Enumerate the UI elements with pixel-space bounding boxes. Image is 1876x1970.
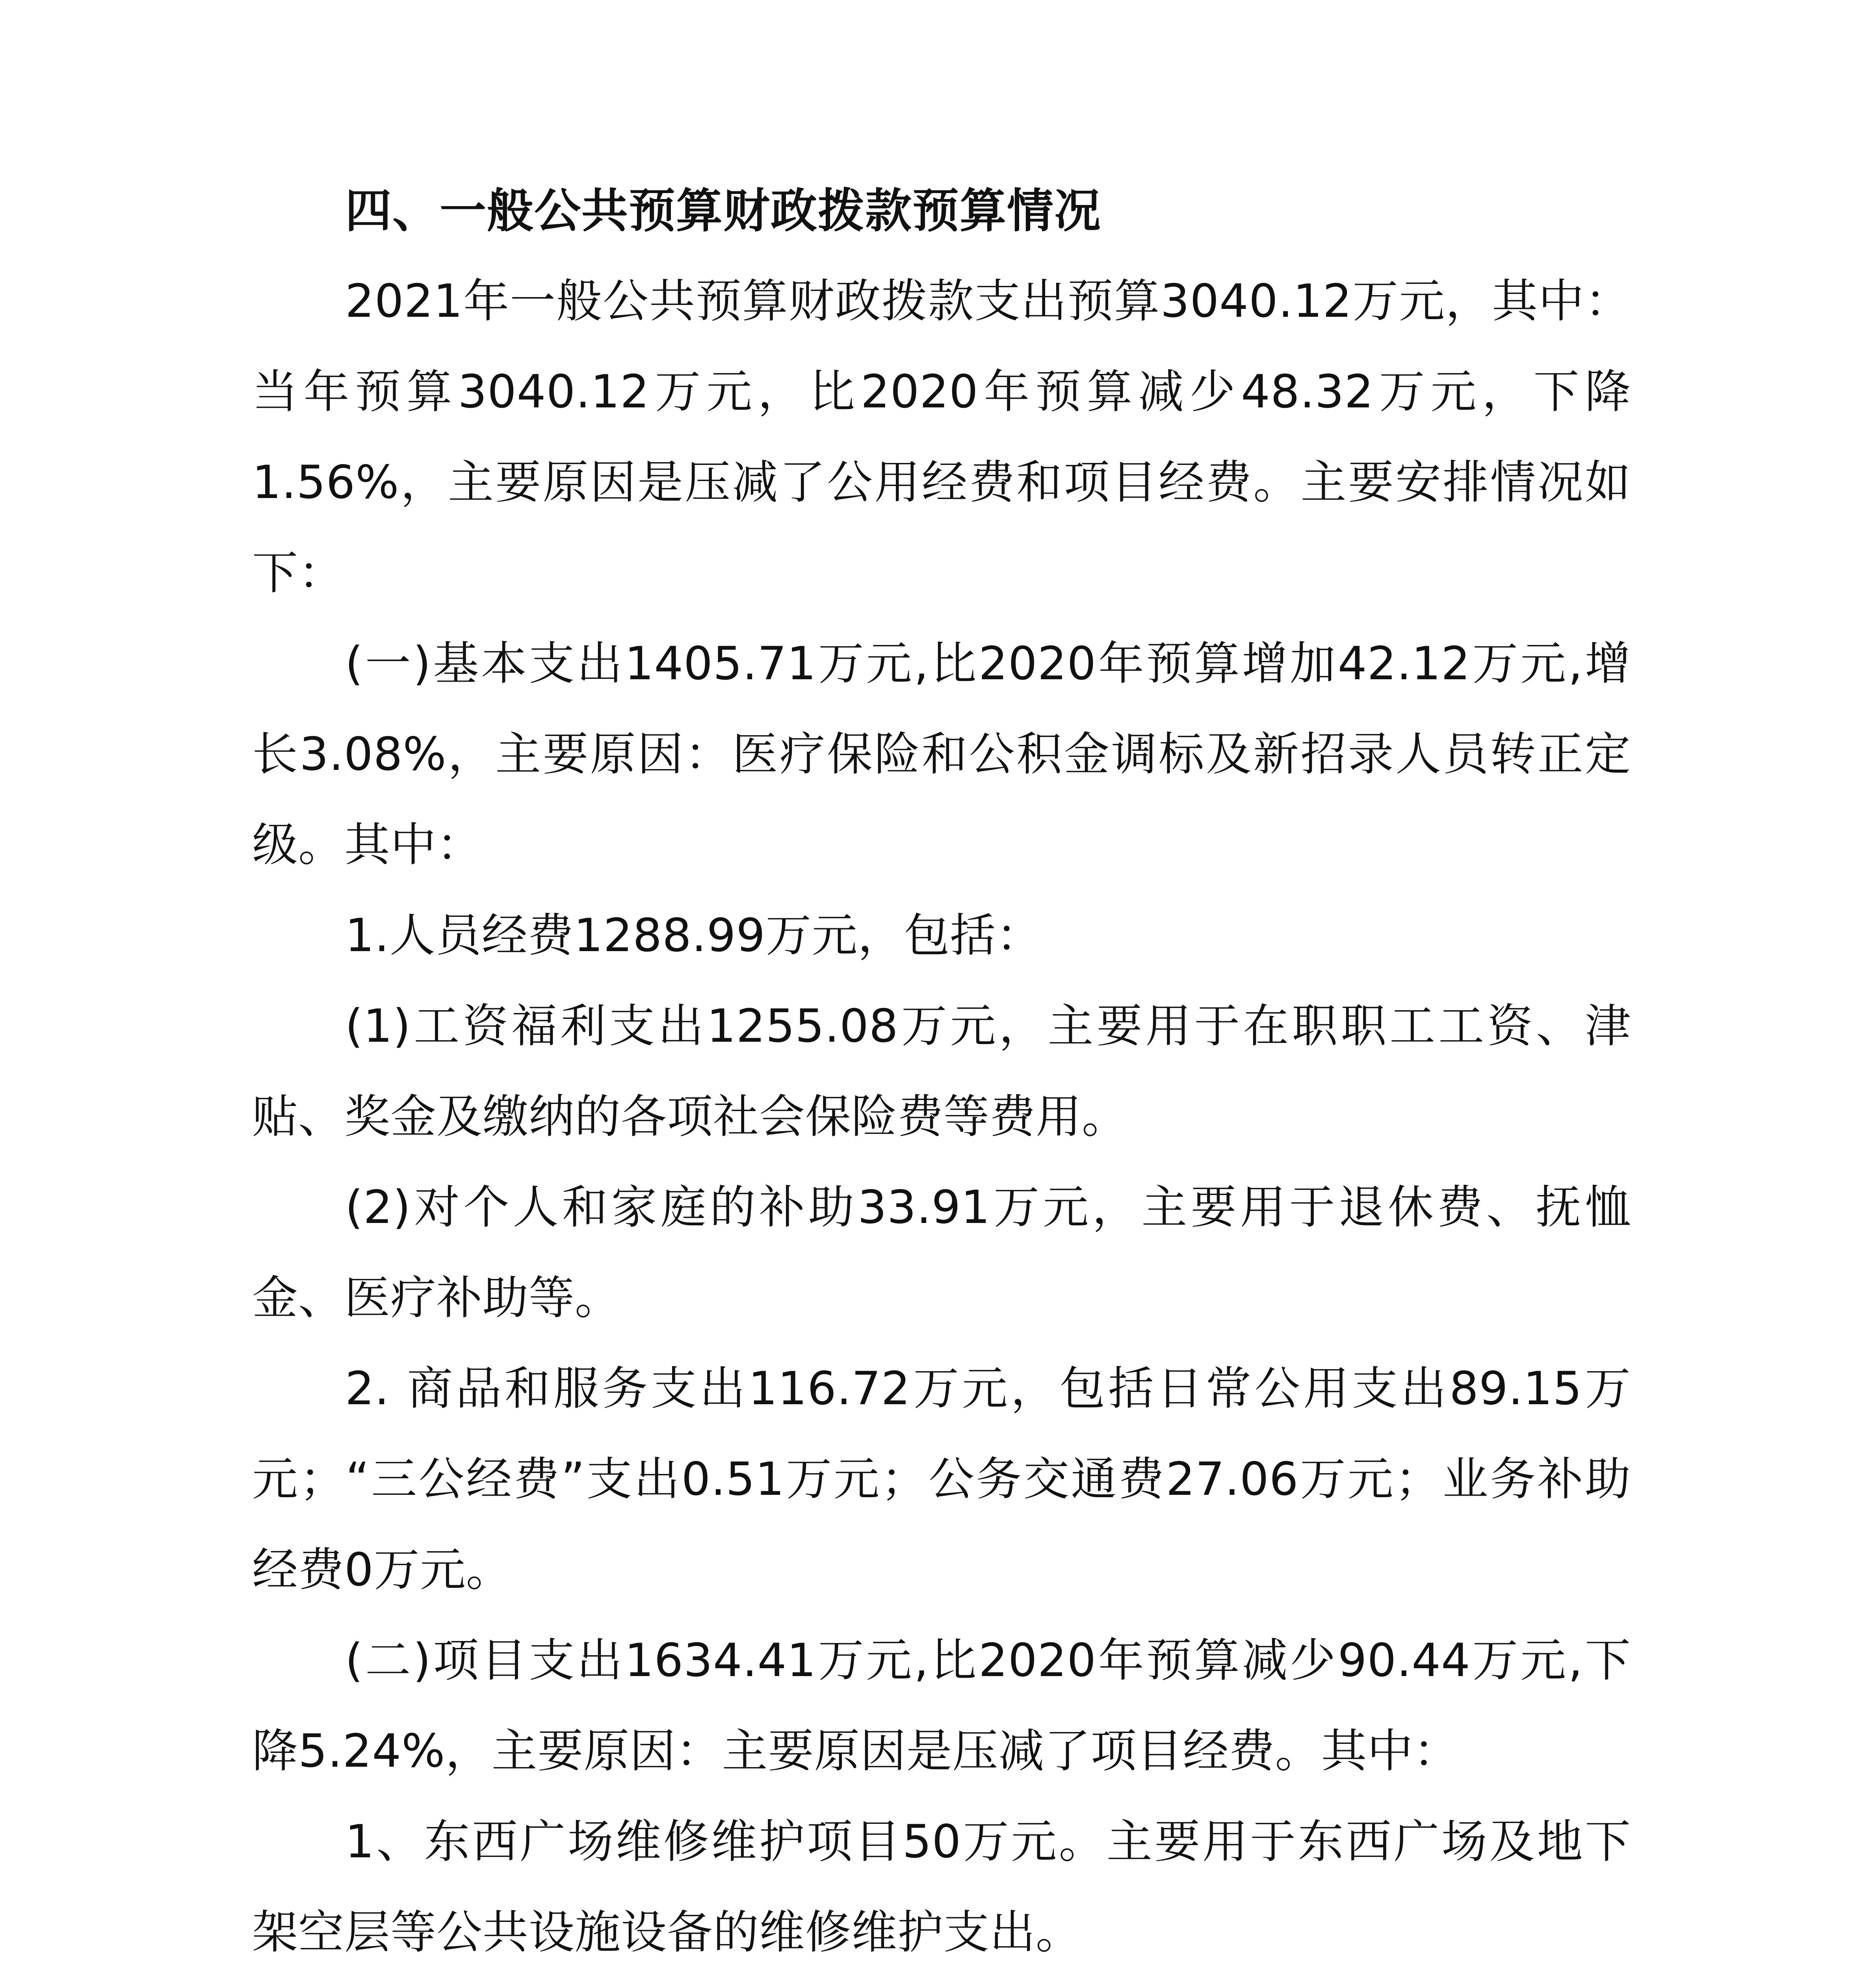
paragraph-summary: 2021年一般公共预算财政拨款支出预算3040.12万元，其中：当年预算3040.12万元，比2020年预算减少48.32万元，下降1.56%，主要原因是压减了公用经费和项目经费。主要安排情况如下：	[252, 275, 1631, 600]
paragraph-project-expenditure: (二)项目支出1634.41万元,比2020年预算减少90.44万元,下降5.24%，主要原因：主要原因是压减了项目经费。其中：	[252, 1634, 1631, 1778]
section-heading: 四、一般公共预算财政拨款预算情况	[345, 184, 1102, 238]
paragraph-household-subsidy: (2)对个人和家庭的补助33.91万元，主要用于退休费、抚恤金、医疗补助等。	[252, 1181, 1631, 1325]
document-body	[252, 165, 1631, 1970]
paragraph-basic-expenditure: (一)基本支出1405.71万元,比2020年预算增加42.12万元,增长3.08%，主要原因：医疗保险和公积金调标及新招录人员转正定级。其中：	[252, 637, 1631, 872]
paragraph-salary-welfare: (1)工资福利支出1255.08万元，主要用于在职职工工资、津贴、奖金及缴纳的各项社会保险费等费用。	[252, 1000, 1631, 1143]
paragraph-goods-services: 2. 商品和服务支出116.72万元，包括日常公用支出89.15万元；“三公经费”支出0.51万元；公务交通费27.06万元；业务补助经费0万元。	[252, 1362, 1631, 1596]
paragraph-project-1: 1、东西广场维修维护项目50万元。主要用于东西广场及地下架空层等公共设施设备的维修维护支出。	[252, 1815, 1631, 1959]
paragraph-personnel-expenses: 1.人员经费1288.99万元，包括：	[345, 909, 1042, 962]
